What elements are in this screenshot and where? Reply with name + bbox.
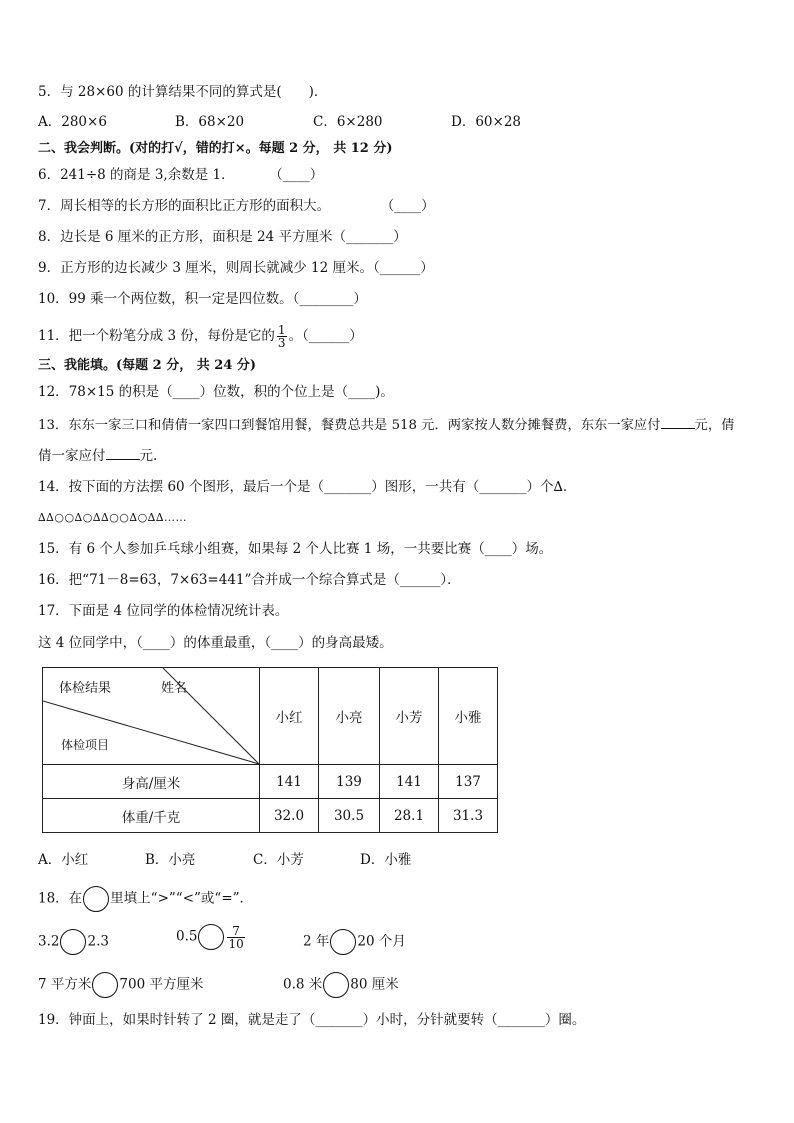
q13-text-cont: 元，倩 (694, 418, 735, 433)
q17-option-c: C．小芳 (253, 852, 304, 868)
q16: 16．把“71－8=63，7×63=441”合并成一个综合算式是（______）． (38, 572, 461, 588)
table-cell: 137 (439, 765, 498, 799)
q5-stem: 5．与 28×60 的计算结果不同的算式是( )． (38, 84, 328, 100)
compare-right: 80 厘米 (350, 976, 399, 993)
table-row (43, 799, 498, 833)
table-cell: 32.0 (260, 799, 319, 833)
q13-line-1 (38, 414, 734, 436)
q14: 14．按下面的方法摆 60 个图形，最后一个是（_______）图形，一共有（_______）个∆． (38, 479, 577, 495)
q18-stem-text-cont: 里填上“>”“<”或“=”． (110, 890, 254, 907)
q11-answer-blank: 。（______） (288, 328, 363, 344)
table-corner-header (43, 668, 260, 765)
table-row (43, 765, 498, 799)
q13-line-2 (38, 445, 157, 466)
q7-answer-blank: （____） (380, 198, 435, 214)
compare-circle-input[interactable] (198, 924, 224, 950)
compare-right-fraction (227, 925, 244, 950)
compare-left: 0.5 (176, 928, 198, 945)
q14-pattern: ∆∆○○∆○∆∆○○∆○∆∆…… (38, 511, 188, 524)
table-cell: 28.1 (380, 799, 439, 833)
compare-right: 700 平方厘米 (119, 976, 204, 993)
q18-stem-text: 18．在 (38, 890, 83, 907)
q5-option-b: B．68×20 (175, 114, 245, 130)
table-cell: 31.3 (439, 799, 498, 833)
q13-blank-qianqian (106, 445, 140, 460)
q17-sub: 这 4 位同学中，（____）的体重最重，（____）的身高最矮。 (38, 635, 393, 651)
row-label: 体重/千克 (43, 799, 260, 833)
row-label: 身高/厘米 (43, 765, 260, 799)
q5-option-c: C．6×280 (313, 114, 383, 130)
q19: 19．钟面上，如果时针转了 2 圈，就是走了（_______）小时，分针就要转（_______）圈。 (38, 1012, 586, 1028)
table-header-row (43, 668, 498, 765)
table-header-name: 小雅 (439, 668, 498, 765)
q7-text: 7．周长相等的长方形的面积比正方形的面积大。 (38, 198, 331, 214)
q13-text-2: 倩一家应付 (38, 448, 106, 464)
section-2-heading: 二、我会判断。(对的打√，错的打×。每题 2 分， 共 12 分) (38, 141, 393, 156)
q12: 12．78×15 的积是（____）位数，积的个位上是（____)。 (38, 384, 394, 400)
table-cell: 141 (380, 765, 439, 799)
q17-option-d: D．小雅 (360, 852, 412, 868)
q8: 8．边长是 6 厘米的正方形，面积是 24 平方厘米（_______） (38, 229, 407, 245)
q11-fraction (277, 324, 287, 349)
health-stats-table (42, 667, 498, 833)
q7 (38, 196, 435, 216)
q13-text: 13．东东一家三口和倩倩一家四口到餐馆用餐，餐费总共是 518 元．两家按人数分摊餐费，东东一家应付 (38, 418, 661, 433)
q18-item-1 (38, 929, 109, 955)
q10: 10．99 乘一个两位数，积一定是四位数。（________） (38, 291, 367, 307)
q11-fraction-denominator: 3 (277, 336, 286, 350)
q13-blank-dongdong (661, 414, 695, 429)
q6-text: 6．241÷8 的商是 3,余数是 1． (38, 167, 235, 183)
q18-item-3 (303, 929, 406, 955)
compare-left: 3.2 (38, 933, 60, 950)
fraction-denominator: 10 (228, 936, 244, 951)
q18-item-5 (283, 972, 399, 998)
q6 (38, 165, 323, 185)
q6-answer-blank: （____） (269, 167, 324, 183)
q5-option-d: D．60×28 (451, 114, 521, 130)
table-header-name: 小亮 (319, 668, 380, 765)
compare-circle-input[interactable] (60, 929, 86, 955)
table-cell: 30.5 (319, 799, 380, 833)
q18-item-2 (176, 924, 247, 950)
q17-stem: 17．下面是 4 位同学的体检情况统计表。 (38, 603, 289, 619)
compare-right: 20 个月 (357, 933, 406, 950)
q15: 15．有 6 个人参加乒乓球小组赛，如果每 2 个人比赛 1 场，一共要比赛（____）场。 (38, 541, 553, 557)
table-header-name: 小芳 (380, 668, 439, 765)
section-3-heading: 三、我能填。(每题 2 分， 共 24 分) (38, 358, 257, 373)
table-header-name: 小红 (260, 668, 319, 765)
compare-left: 0.8 米 (283, 976, 323, 993)
compare-circle-input[interactable] (92, 972, 118, 998)
q11-text: 11．把一个粉笔分成 3 份，每份是它的 (38, 328, 275, 344)
q17-option-b: B．小亮 (145, 852, 196, 868)
fraction-numerator: 7 (227, 925, 244, 938)
q11 (38, 324, 363, 349)
q11-fraction-numerator: 1 (277, 323, 286, 337)
table-cell: 139 (319, 765, 380, 799)
compare-circle-input[interactable] (330, 929, 356, 955)
compare-circle-input[interactable] (323, 972, 349, 998)
q17-option-a: A．小红 (38, 852, 89, 868)
q9: 9．正方形的边长减少 3 厘米，则周长就减少 12 厘米。（______） (38, 260, 434, 276)
header-result-label: 体检结果 (59, 681, 112, 696)
table-cell: 141 (260, 765, 319, 799)
q18-item-4 (38, 972, 203, 998)
compare-circle (83, 886, 109, 912)
header-item-label: 体检项目 (61, 738, 110, 752)
q13-text-2-end: 元. (139, 448, 158, 464)
compare-left: 7 平方米 (38, 976, 92, 993)
header-name-label: 姓名 (161, 681, 188, 696)
compare-right: 2.3 (87, 933, 109, 950)
q18-stem (38, 886, 253, 912)
compare-left: 2 年 (303, 933, 330, 950)
q5-option-a: A．280×6 (38, 114, 107, 130)
